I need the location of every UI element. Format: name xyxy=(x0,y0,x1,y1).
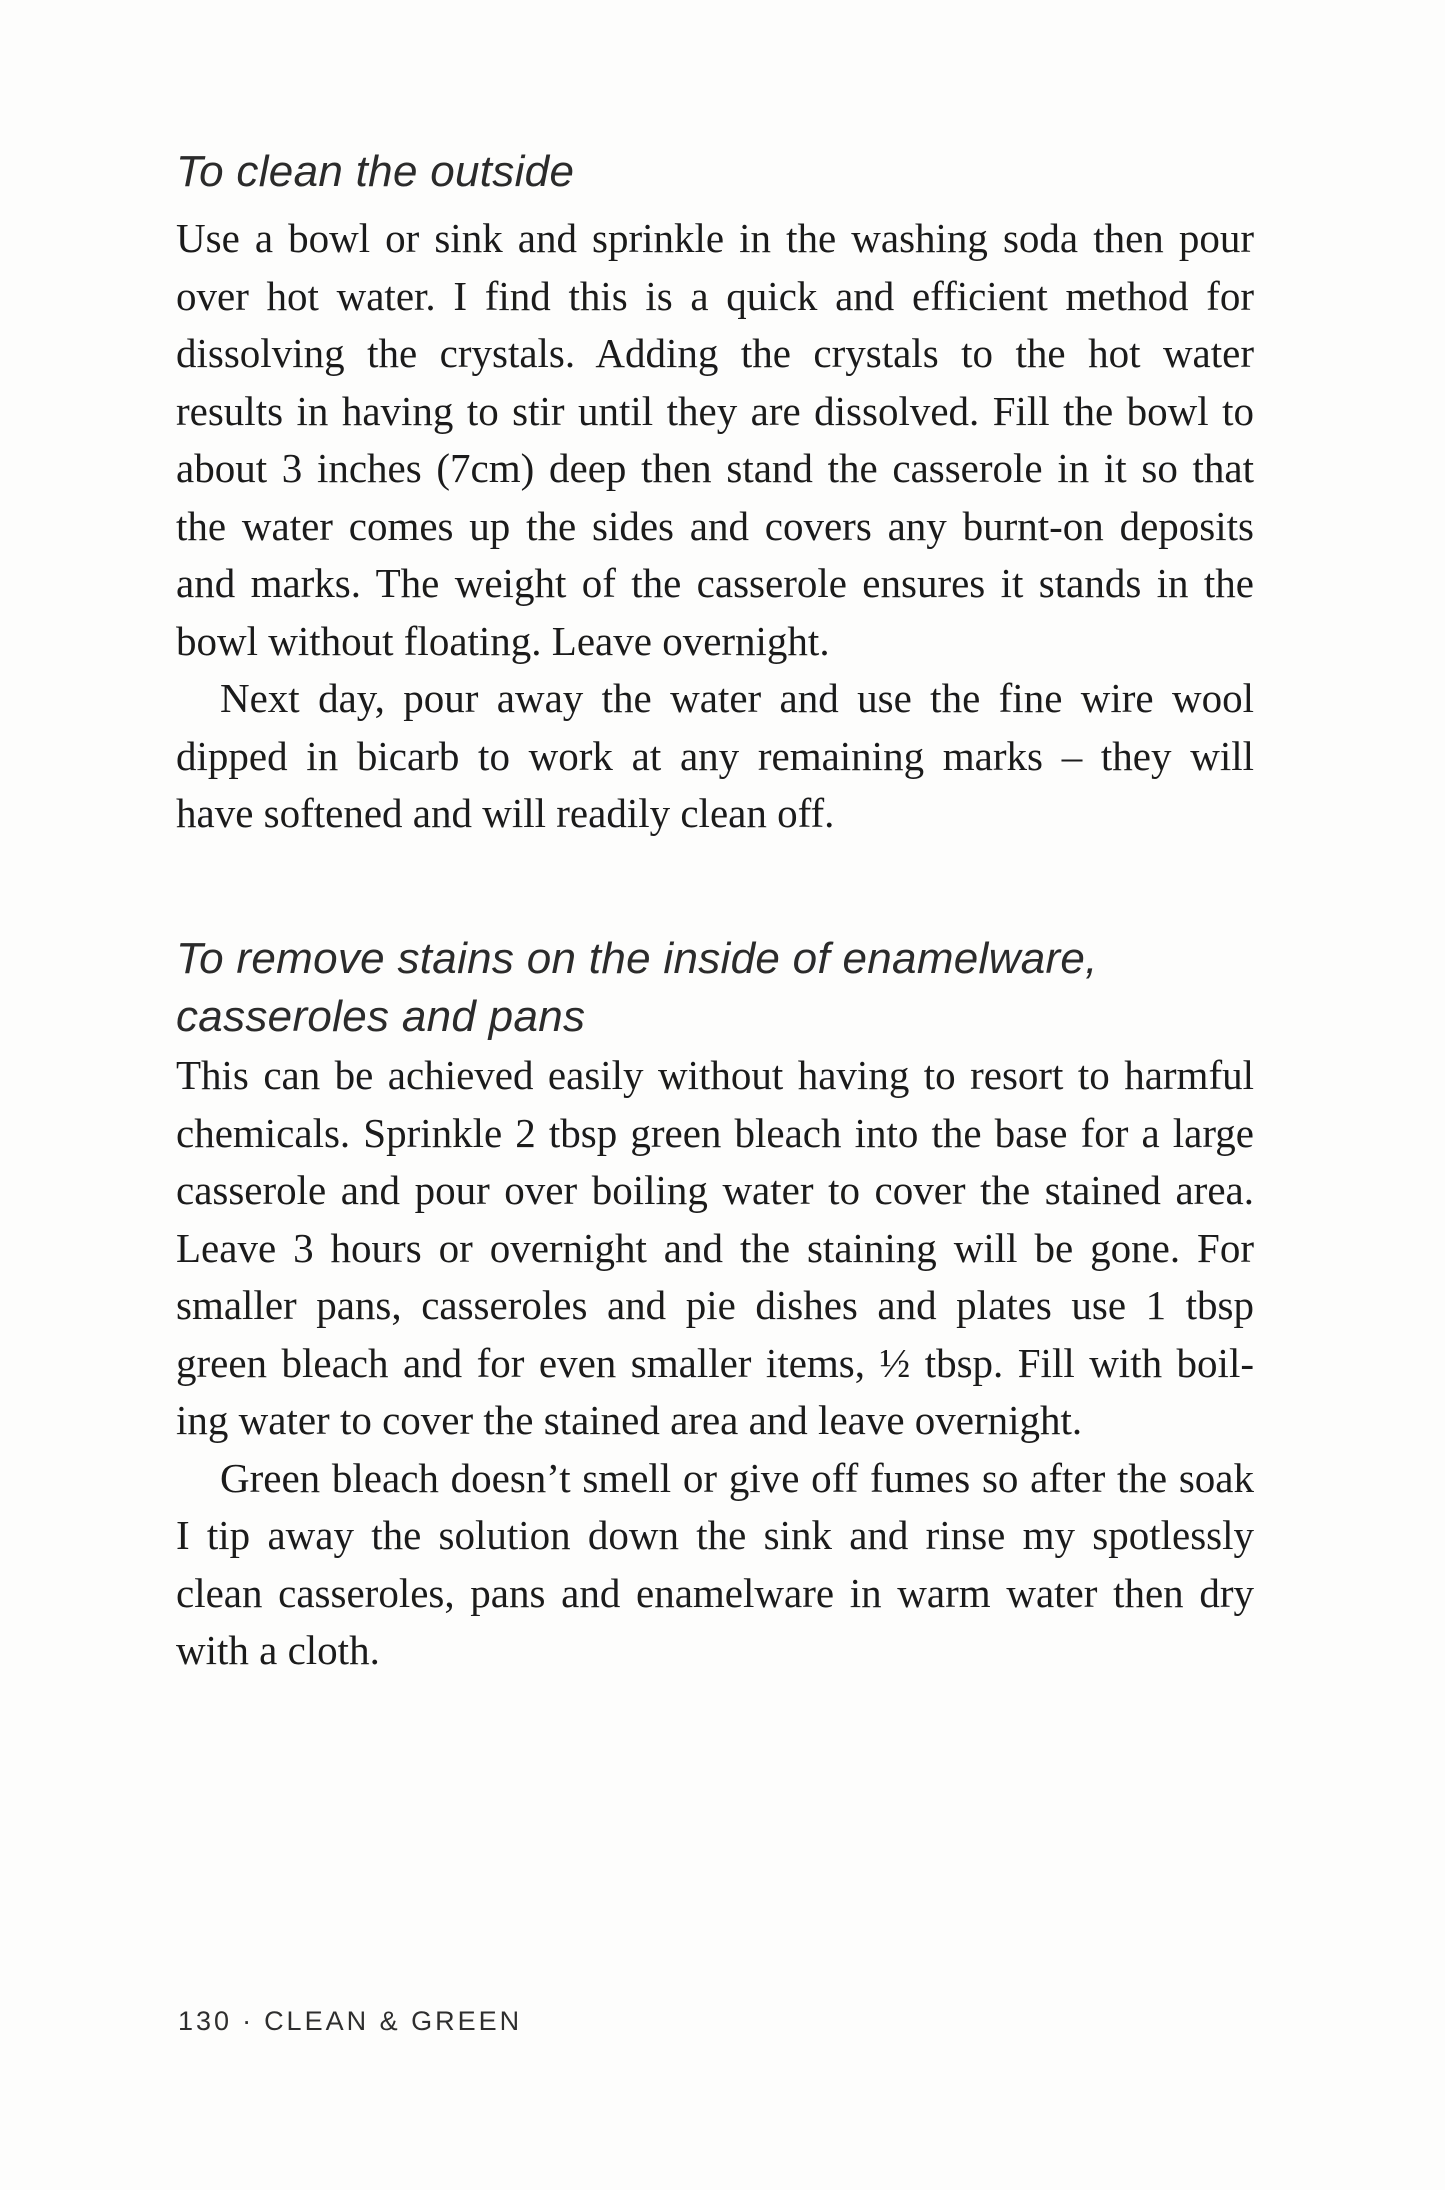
heading-line: To remove stains on the inside of enamelware, xyxy=(176,934,1098,983)
text-line: with a cloth. xyxy=(176,1627,380,1673)
text-line: bowl without floating. Leave overnight. xyxy=(176,617,830,664)
text-line: results in having to stir until they are dissolved. Fill the bowl to xyxy=(176,387,1254,434)
footer-separator: · xyxy=(242,2006,255,2036)
text-line: and marks. The weight of the casserole ensures it stands in the xyxy=(176,560,1254,606)
text-line: over hot water. I find this is a quick and efficient method for xyxy=(176,272,1254,319)
section-heading-remove-stains xyxy=(176,930,1254,1045)
heading-line: casseroles and pans xyxy=(176,991,586,1041)
heading-line: To clean the outside xyxy=(176,147,575,196)
text-line: dissolving the crystals. Adding the crystals to the hot water xyxy=(176,330,1254,376)
text-line: clean casseroles, pans and enamelware in warm water then dry xyxy=(176,1569,1254,1616)
page-number: 130 xyxy=(178,2006,233,2036)
text-line: chemicals. Sprinkle 2 tbsp green bleach into the base for a large xyxy=(176,1109,1254,1156)
text-line: green bleach and for even smaller items, ½ tbsp. Fill with boil- xyxy=(176,1339,1254,1386)
text-line: Use a bowl or sink and sprinkle in the washing soda then pour xyxy=(176,215,1254,261)
text-line: Next day, pour away the water and use the fine wire wool xyxy=(220,675,1254,721)
page-footer xyxy=(178,2004,522,2038)
text-line: dipped in bicarb to work at any remaining marks – they will xyxy=(176,732,1254,779)
text-line: This can be achieved easily without having to resort to harmful xyxy=(176,1052,1254,1098)
text-line: casserole and pour over boiling water to cover the stained area. xyxy=(176,1167,1254,1213)
text-line: ing water to cover the stained area and leave overnight. xyxy=(176,1397,1083,1443)
text-line: I tip away the solution down the sink and rinse my spotlessly xyxy=(176,1512,1254,1558)
text-line: about 3 inches (7cm) deep then stand the casserole in it so that xyxy=(176,445,1254,491)
text-line: smaller pans, casseroles and pie dishes and plates use 1 tbsp xyxy=(176,1282,1254,1328)
text-line: Green bleach doesn’t smell or give off fumes so after the soak xyxy=(220,1454,1254,1501)
text-line: the water comes up the sides and covers any burnt-on deposits xyxy=(176,502,1254,549)
text-line: Leave 3 hours or overnight and the staining will be gone. For xyxy=(176,1224,1254,1271)
section-1-body xyxy=(176,210,1254,843)
text-line: have softened and will readily clean off. xyxy=(176,790,835,836)
book-title: CLEAN & GREEN xyxy=(264,2006,523,2036)
section-2-body xyxy=(176,1047,1254,1680)
section-heading-clean-outside xyxy=(176,143,1254,201)
